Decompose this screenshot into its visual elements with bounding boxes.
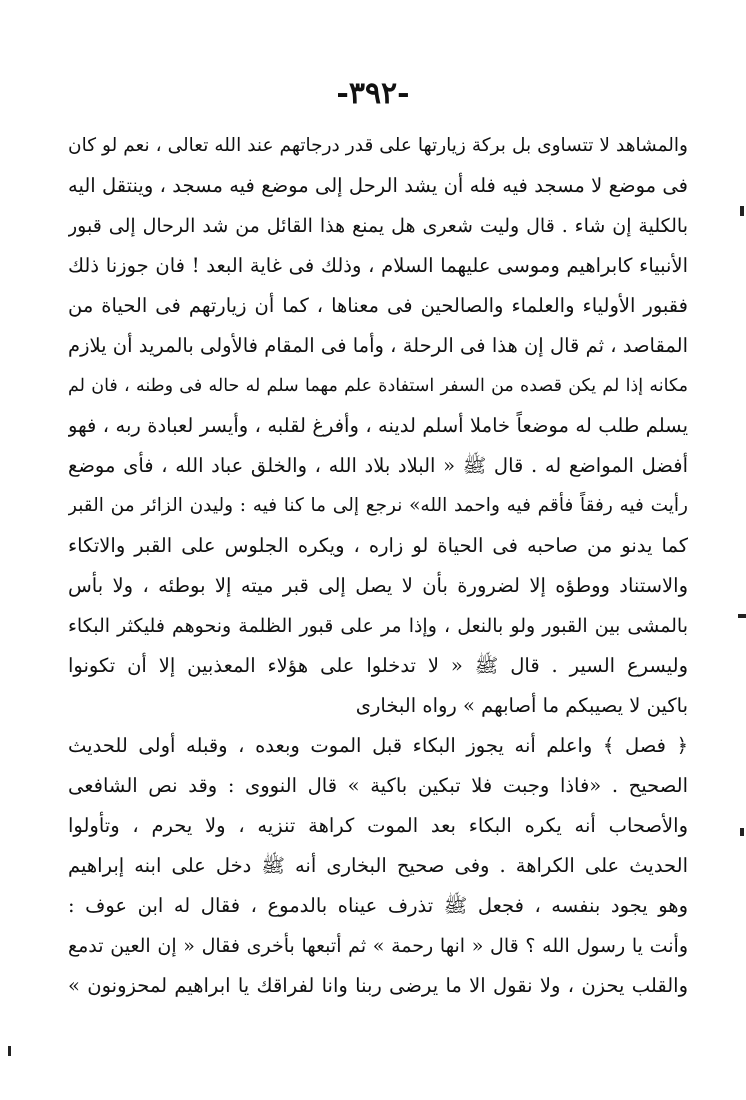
- text-line-21: وأنت يا رسول الله ؟ قال « انها رحمة » ثم أتبعها بأخرى فقال « إن العين تدمع: [68, 935, 688, 957]
- text-line-9: أفضل المواضع له . قال ﷺ « البلاد بلاد الله ، والخلق عباد الله ، فأى موضع: [68, 454, 688, 477]
- margin-scan-mark: [740, 206, 744, 216]
- text-line-3: بالكلية إن شاء . قال وليت شعرى هل يمنع هذا القائل من شد الرحال إلى قبور: [68, 215, 688, 237]
- text-line-22: والقلب يحزن ، ولا نقول الا ما يرضى ربنا وانا لفراقك يا ابراهيم لمحزونون »: [68, 974, 688, 997]
- text-line-2: فى موضع لا مسجد فيه فله أن يشد الرحل إلى موضع فيه مسجد ، وينتقل اليه: [68, 174, 688, 197]
- text-line-12: والاستناد ووطؤه إلا لضرورة بأن لا يصل إلى قبر ميته إلا بوطئه ، ولا بأس: [68, 574, 688, 597]
- text-line-6: المقاصد ، ثم قال إن هذا فى الرحلة ، وأما فى المقام فالأولى بالمريد أن يلازم: [68, 334, 688, 357]
- text-line-17: الصحيح . «فاذا وجبت فلا تبكين باكية » قال النووى : وقد نص الشافعى: [68, 774, 688, 797]
- text-line-20: وهو يجود بنفسه ، فجعل ﷺ تذرف عيناه بالدموع ، فقال له ابن عوف :: [68, 894, 688, 917]
- text-line-11: كما يدنو من صاحبه فى الحياة لو زاره ، ويكره الجلوس على القبر والاتكاء: [68, 534, 688, 557]
- margin-scan-mark: [8, 1046, 11, 1056]
- text-line-5: فقبور الأولياء والعلماء والصالحين فى معناها ، كما أن زيارتهم فى الحياة من: [68, 294, 688, 317]
- margin-scan-mark: [738, 614, 746, 618]
- text-line-13: بالمشى بين القبور ولو بالنعل ، وإذا مر على قبور الظلمة ونحوهم فليكثر البكاء: [68, 615, 688, 637]
- page-number: -٣٩٢-: [336, 76, 410, 111]
- text-line-8: يسلم طلب له موضعاً خاملا أسلم لدينه ، وأفرغ لقلبه ، وأيسر لعبادة ربه ، فهو: [68, 414, 688, 437]
- text-line-4: الأنبياء كابراهيم وموسى عليهما السلام ، وذلك فى غاية البعد ! فان جوزنا ذلك: [68, 254, 688, 277]
- text-line-19: الحديث على الكراهة . وفى صحيح البخارى أنه ﷺ دخل على ابنه إبراهيم: [68, 854, 688, 877]
- text-line-1: والمشاهد لا تتساوى بل بركة زيارتها على قدر درجاتهم عند الله تعالى ، نعم لو كان: [68, 135, 688, 156]
- text-line-18: والأصحاب أنه يكره البكاء بعد الموت كراهة تنزيه ، ولا يحرم ، وتأولوا: [68, 814, 688, 837]
- text-line-15: باكين لا يصيبكم ما أصابهم » رواه البخارى: [355, 694, 688, 717]
- margin-scan-mark: [740, 828, 744, 836]
- text-line-10: رأيت فيه رفقاً فأقم فيه واحمد الله» نرجع إلى ما كنا فيه : وليدن الزائر من القبر: [68, 495, 688, 516]
- text-line-16: ﴿ فصل ﴾ واعلم أنه يجوز البكاء قبل الموت وبعده ، وقبله أولى للحديث: [68, 734, 688, 757]
- body-text: [68, 126, 688, 1006]
- text-line-7: مكانه إذا لم يكن قصده من السفر استفادة علم مهما سلم له حاله فى وطنه ، فان لم: [68, 376, 688, 396]
- text-line-14: وليسرع السير . قال ﷺ « لا تدخلوا على هؤلاء المعذبين إلا أن تكونوا: [68, 654, 688, 677]
